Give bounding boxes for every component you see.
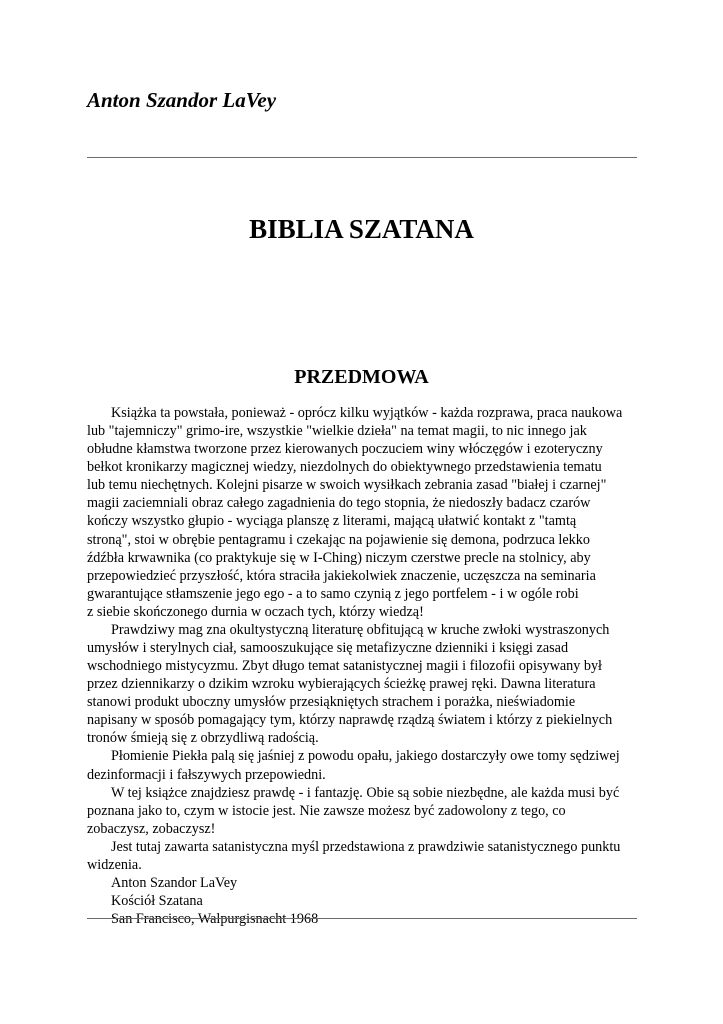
text-line: widzenia. bbox=[87, 856, 142, 873]
text-line: Anton Szandor LaVey bbox=[111, 875, 238, 892]
preface-body bbox=[87, 404, 647, 928]
text-line: wschodniego mistycyzmu. Zbyt długo temat satanistycznej magii i filozofii opisywany był bbox=[87, 658, 602, 675]
book-title: BIBLIA SZATANA bbox=[249, 214, 474, 244]
text-line: Jest tutaj zawarta satanistyczna myśl przedstawiona z prawdziwie satanistycznego punktu bbox=[111, 838, 621, 855]
text-line: W tej książce znajdziesz prawdę - i fantazję. Obie są sobie niezbędne, ale każda musi być bbox=[111, 784, 620, 801]
text-line: lub "tajemniczy" grimo-ire, wszystkie "wielkie dzieła" na temat magii, to nic innego jak bbox=[87, 423, 587, 440]
text-line: umysłów i sterylnych ciał, samooszukujące się metafizyczne dzienniki i księgi zasad bbox=[87, 640, 569, 657]
text-line: z siebie skończonego durnia w oczach tych, którzy wiedzą! bbox=[87, 603, 424, 620]
text-line: tronów śmieją się z obrzydliwą radością. bbox=[87, 730, 319, 747]
text-line: dezinformacji i fałszywych przepowiedni. bbox=[87, 766, 326, 783]
text-line: obłudne kłamstwa tworzone przez kierowanych poczuciem winy włóczęgów i ezoteryczny bbox=[87, 441, 603, 458]
text-line: lub temu niechętnych. Kolejni pisarze w swoich wysiłkach zebrania zasad "białej i czarnej" bbox=[87, 477, 607, 494]
footer-divider bbox=[87, 918, 637, 919]
text-line: Prawdziwy mag zna okultystyczną literaturę obfitującą w kruche zwłoki wystraszonych bbox=[111, 621, 610, 638]
text-line: poznana jako to, czym w istocie jest. Nie zawsze możesz być zadowolony z tego, co bbox=[87, 802, 566, 819]
text-line: źdźbła krwawnika (co praktykuje się w I-Ching) niczym czerstwe precle na stolnicy, aby bbox=[87, 549, 591, 566]
text-line: Płomienie Piekła palą się jaśniej z powodu opału, jakiego dostarczyły owe tomy sędziwej bbox=[111, 748, 620, 765]
text-line: stanowi produkt uboczny umysłów przesiąkniętych strachem i porażka, nieświadomie bbox=[87, 694, 576, 711]
text-line: kończy wszystko głupio - wyciąga planszę z literami, mającą ułatwić kontakt z "tamtą bbox=[87, 513, 577, 530]
text-line: przepowiedzieć przyszłość, która straciła jakiekolwiek znaczenie, uczęszcza na seminaria bbox=[87, 567, 596, 584]
section-heading: PRZEDMOWA bbox=[294, 366, 429, 388]
text-line: bełkot kronikarzy magicznej wiedzy, niezdolnych do obiektywnego przedstawienia tematu bbox=[87, 459, 602, 476]
text-line: Kościół Szatana bbox=[111, 893, 203, 910]
text-line: gwarantujące stłamszenie jego ego - a to samo czynią z jego portfelem - i w ogóle robi bbox=[87, 585, 579, 602]
running-header-author: Anton Szandor LaVey bbox=[87, 88, 277, 112]
text-line: San Francisco, Walpurgisnacht 1968 bbox=[111, 911, 319, 928]
header-divider bbox=[87, 157, 637, 158]
text-line: przez dziennikarzy o dzikim wzroku wybierających ścieżkę prawej ręki. Dawna literatura bbox=[87, 676, 596, 693]
text-line: Książka ta powstała, ponieważ - oprócz kilku wyjątków - każda rozprawa, praca naukowa bbox=[111, 405, 623, 421]
text-line: magii zaciemniali obraz całego zagadnienia do tego stopnia, że niedoszły badacz czarów bbox=[87, 495, 591, 512]
text-line: napisany w sposób pomagający tym, którzy naprawdę rządzą światem i którzy z piekielnych bbox=[87, 712, 613, 729]
text-line: zobaczysz, zobaczysz! bbox=[87, 820, 216, 837]
text-line: stroną", stoi w obrębie pentagramu i czekając na pojawienie się demona, podrzuca lekko bbox=[87, 531, 590, 548]
